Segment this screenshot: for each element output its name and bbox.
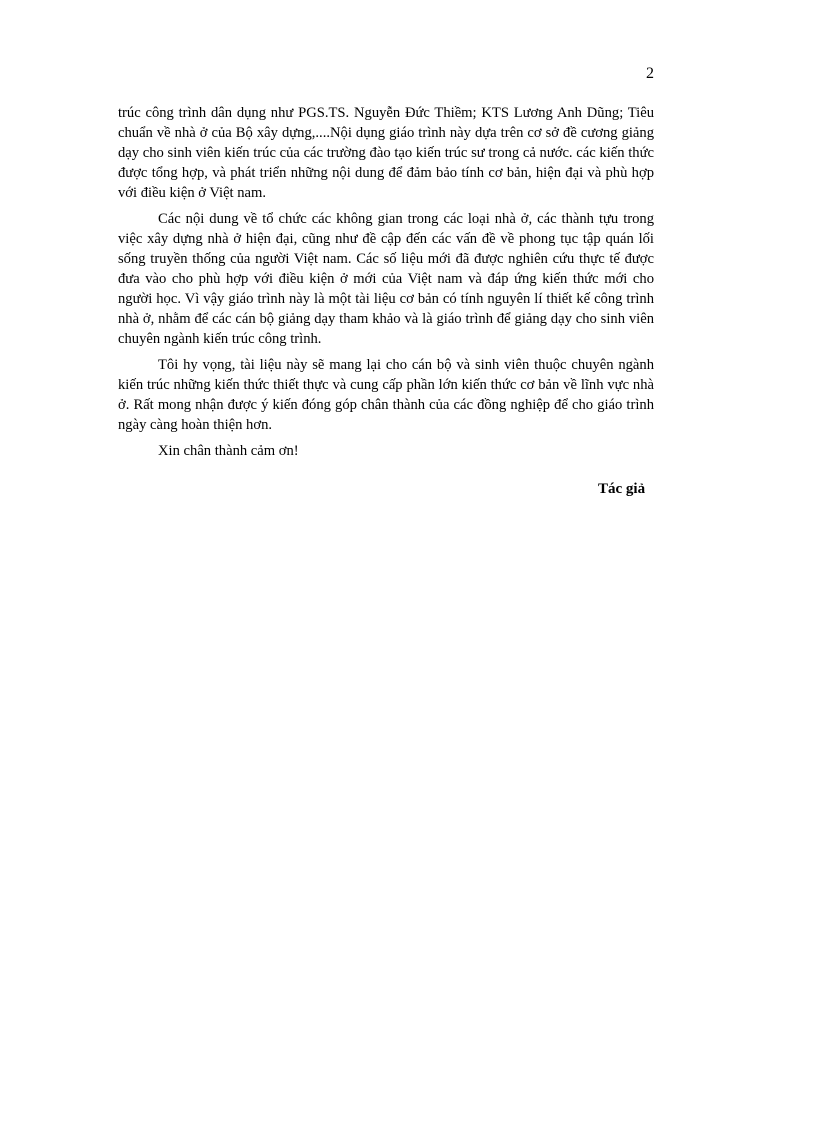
paragraph-author-hope: Tôi hy vọng, tài liệu này sẽ mang lại cho cán bộ và sinh viên thuộc chuyên ngành kiến trúc những kiến thức thiết thực và cung cấp phần lớn kiến thức cơ bản về lĩnh vực nhà ở. Rất mong nhận được ý kiến đóng góp chân thành của các đồng nghiệp để cho giáo trình ngày càng hoàn thiện hơn. — [118, 357, 654, 433]
paragraph-thanks: Xin chân thành cảm ơn! — [158, 443, 299, 459]
paragraph-content-overview: Các nội dung về tổ chức các không gian trong các loại nhà ở, các thành tựu trong việc xây dựng nhà ở hiện đại, cũng như đề cập đến các vấn đề về phong tục tập quán lối sống truyền thống của người Việt nam. Các số liệu mới đã được nghiên cứu thực tế được đưa vào cho phù hợp với điều kiện ở mới của Việt nam và đáp ứng kiến thức mới cho người học. Vì vậy giáo trình này là một tài liệu cơ bản có tính nguyên lí thiết kế công trình nhà ở, nhằm để các cán bộ giảng dạy tham khảo và là giáo trình để giảng dạy cho sinh viên chuyên ngành kiến trúc công trình. — [118, 211, 654, 347]
author-signature: Tác giả — [598, 481, 646, 497]
body-text — [118, 103, 654, 467]
paragraph-continuation: trúc công trình dân dụng như PGS.TS. Nguyễn Đức Thiềm; KTS Lương Anh Dũng; Tiêu chuẩn về nhà ở của Bộ xây dựng,....Nội dụng giáo trình này dựa trên cơ sở đề cương giảng dạy cho sinh viên kiến trúc của các trường đào tạo kiến trúc sư trong cả nước. các kiến thức được tổng hợp, và phát triển những nội dung để đảm bảo tính cơ bản, hiện đại và phù hợp với điều kiện ở Việt nam. — [118, 105, 654, 201]
page-number: 2 — [646, 65, 654, 82]
